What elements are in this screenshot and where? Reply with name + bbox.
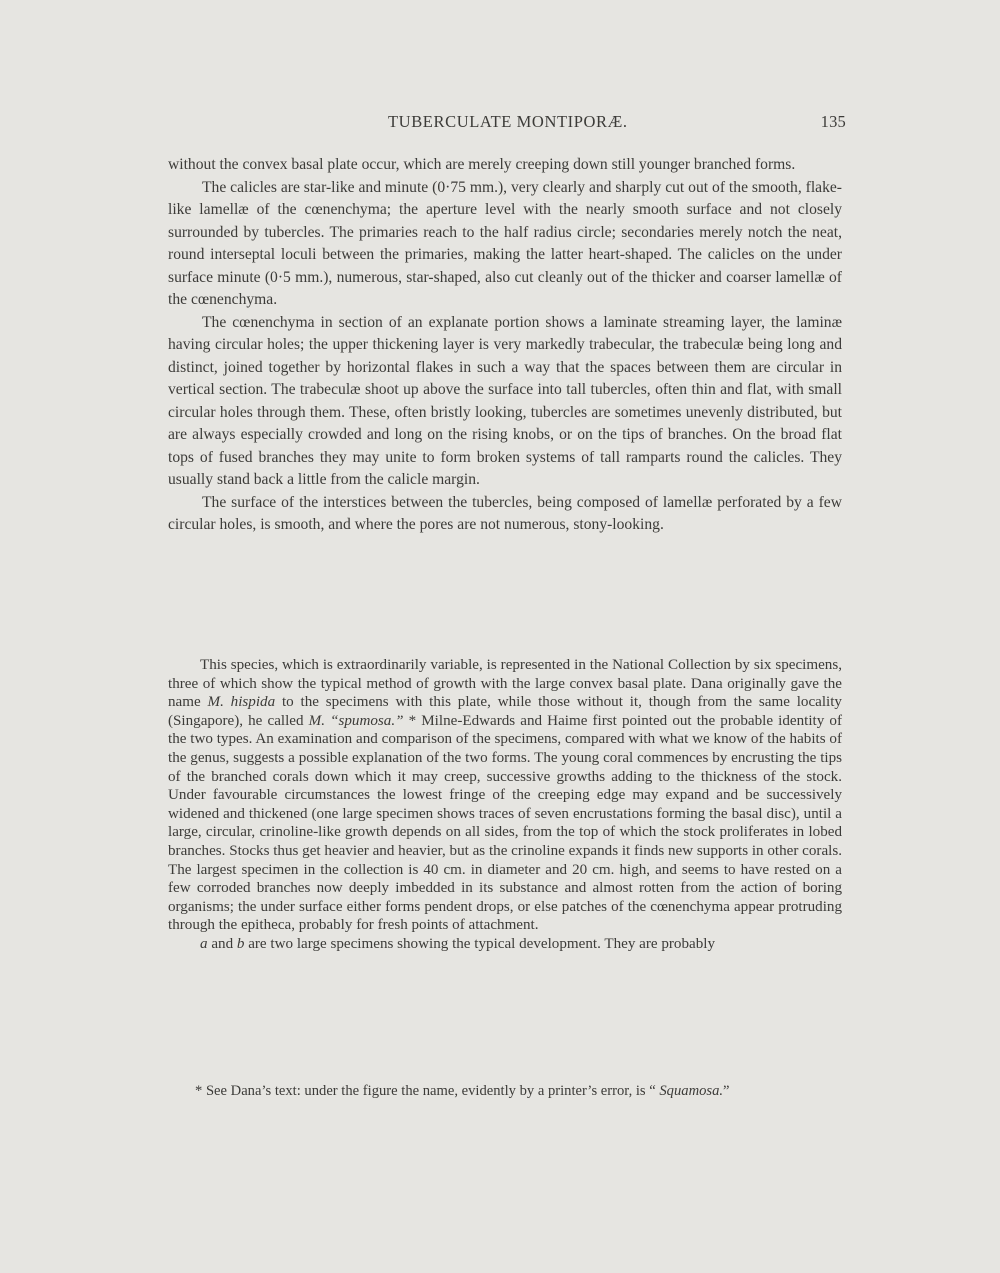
footnote xyxy=(195,1082,855,1101)
remarks-text-4: are two large specimens showing the typical development. They are probably xyxy=(244,935,715,952)
remarks-conjunction: and xyxy=(207,935,237,952)
remarks-paragraph-1 xyxy=(168,656,842,935)
description-section xyxy=(168,154,842,537)
description-paragraph-3: The cœnenchyma in section of an explanate portion shows a laminate streaming layer, the laminæ having circular holes; the upper thickening layer is very markedly trabecular, the trabeculæ being long and distinct, joined together by horizontal flakes in such a way that the spaces between them are circular in vertical section. The trabeculæ shoot up above the surface into tall tubercles, often thin and flat, with small circular holes through them. These, often bristly looking, tubercles are sometimes unevenly distributed, but are always especially crowded and long on the rising knobs, or on the tips of branches. On the broad flat tops of fused branches they may unite to form broken systems of tall ramparts round the calicles. They usually stand back a little from the calicle margin. xyxy=(168,313,842,488)
specimen-label-b: b xyxy=(236,935,245,952)
description-paragraph-2: The calicles are star-like and minute (0·75 mm.), very clearly and sharply cut out of the smooth, flake-like lamellæ of the cœnenchyma; the aperture level with the nearly smooth surface and not closely surrounded by tubercles. The primaries reach to the half radius circle; secondaries merely notch the neat, round interseptal loculi between the primaries, making the latter heart-shaped. The calicles on the under surface minute (0·5 mm.), numerous, star-shaped, also cut cleanly out of the thicker and coarser lamellæ of the cœnenchyma. xyxy=(168,178,842,308)
running-title: TUBERCULATE MONTIPORÆ. xyxy=(388,112,628,131)
footnote-term: Squamosa. xyxy=(659,1083,724,1099)
description-paragraph-1: without the convex basal plate occur, which are merely creeping down still younger branched forms. xyxy=(168,156,796,173)
remarks-section xyxy=(168,656,842,954)
species-name-hispida: M. hispida xyxy=(207,694,276,711)
footnote-close: ” xyxy=(723,1083,730,1099)
page-number: 135 xyxy=(820,112,846,131)
species-name-spumosa: M. “spumosa.” xyxy=(308,712,404,729)
description-paragraph-4: The surface of the interstices between the tubercles, being composed of lamellæ perforated by a few circular holes, is smooth, and where the pores are not numerous, stony-looking. xyxy=(168,493,842,533)
footnote-text: * See Dana’s text: under the figure the name, evidently by a printer’s error, is “ xyxy=(195,1083,660,1099)
remarks-text-1: This species, which is extraordinarily variable, is represented in the National Collection by six specimens, three of which show the typical method of growth with the large convex basal plate. Dana originally gave the name xyxy=(168,657,842,711)
remarks-paragraph-2 xyxy=(168,935,842,954)
specimen-label-a: a xyxy=(200,935,208,952)
remarks-text-3: * Milne-Edwards and Haime first pointed out the probable identity of the two types. An examination and comparison of the specimens, compared with what we know of the habits of the genus, suggests a possible explanation of the two forms. The young coral commences by encrusting the tips of the branched corals down which it may creep, successive growths adding to the thickness of the stock. Under favourable circumstances the lowest fringe of the creeping edge may expand and be successively widened and thickened (one large specimen shows traces of seven encrustations forming the basal disc), until a large, circular, crinoline-like growth depends on all sides, from the top of which the stock proliferates in lobed branches. Stocks thus get heavier and heavier, but as the crinoline expands it finds new supports in other corals. The largest specimen in the collection is 40 cm. in diameter and 20 cm. high, and seems to have rested on a few corroded branches now deeply imbedded in its substance and almost rotten from the action of boring organisms; the under surface either forms pendent drops, or else patches of the cœnenchyma appear protruding through the epitheca, probably for fresh points of attachment. xyxy=(168,712,842,934)
remarks-text-2: to the specimens with this plate, while those without it, though from the same locality (Singapore), he called xyxy=(168,694,842,729)
